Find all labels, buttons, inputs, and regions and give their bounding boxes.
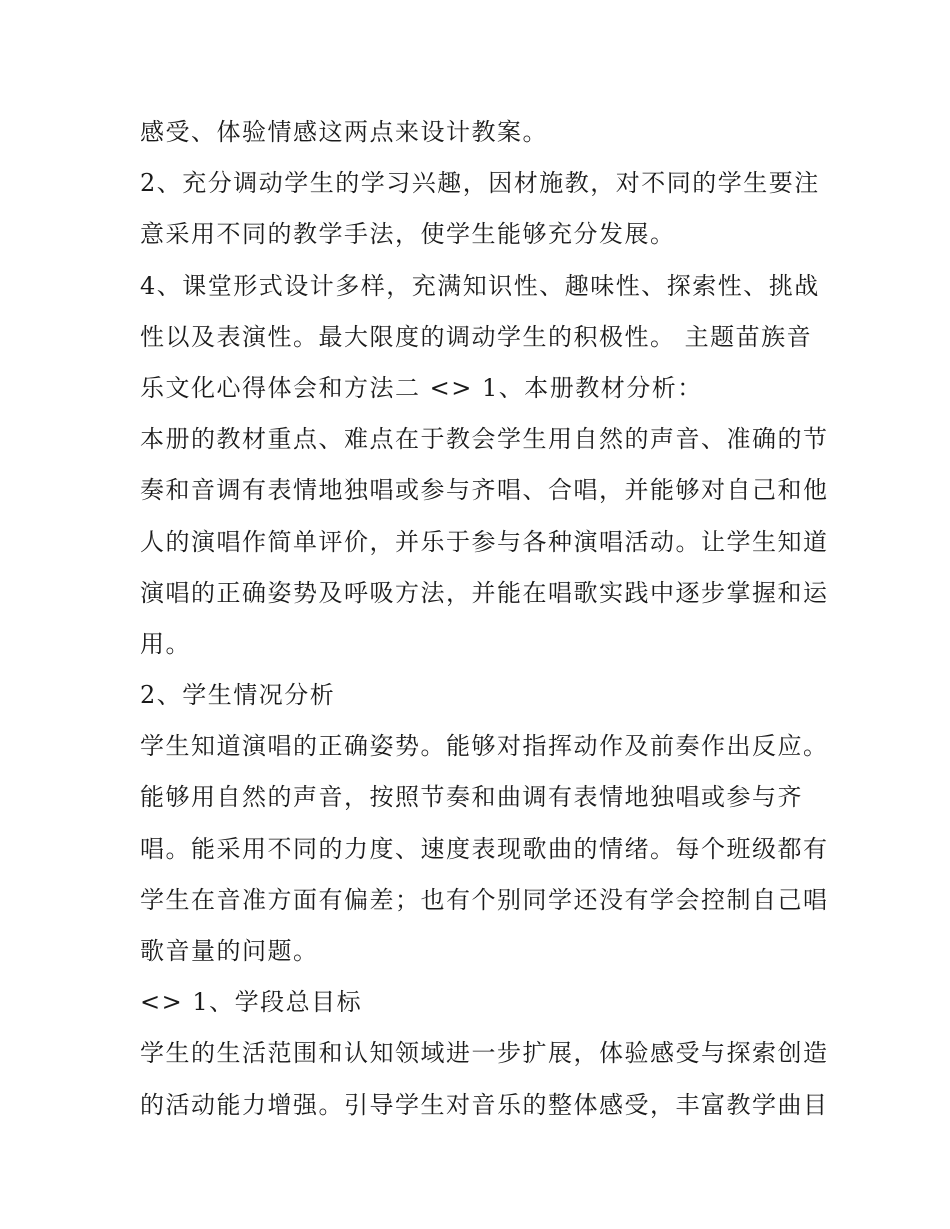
text-line: 感受、体验情感这两点来设计教案。 [140, 118, 548, 146]
text-line: 乐文化心得体会和方法二 <> 1、本册教材分析： [140, 373, 703, 402]
text-line: 意采用不同的教学手法，使学生能够充分发展。 [140, 220, 676, 249]
text-line: 学生的生活范围和认知领域进一步扩展，体验感受与探索创造 [140, 1039, 829, 1068]
text-line: 2、学生情况分析 [140, 681, 336, 710]
text-line: 用。 [140, 629, 191, 658]
text-line: 能够用自然的声音，按照节奏和曲调有表情地独唱或参与齐 [140, 783, 803, 812]
text-line: 人的演唱作简单评价，并乐于参与各种演唱活动。让学生知道 [140, 527, 829, 556]
document-body [140, 107, 830, 1131]
text-line: 本册的教材重点、难点在于教会学生用自然的声音、准确的节 [140, 425, 829, 454]
text-line: 演唱的正确姿势及呼吸方法，并能在唱歌实践中逐步掌握和运 [140, 578, 829, 607]
text-line: 歌音量的问题。 [140, 937, 319, 965]
text-line: 2、充分调动学生的学习兴趣，因材施教，对不同的学生要注 [140, 169, 820, 198]
text-line: 学生知道演唱的正确姿势。能够对指挥动作及前奏作出反应。 [140, 732, 829, 761]
text-line: 奏和音调有表情地独唱或参与齐唱、合唱，并能够对自己和他 [140, 476, 829, 505]
text-line: 4、课堂形式设计多样，充满知识性、趣味性、探索性、挑战 [140, 271, 820, 300]
text-line: 性以及表演性。最大限度的调动学生的积极性。 主题苗族音 [140, 322, 813, 351]
text-line: <> 1、学段总目标 [140, 988, 363, 1017]
text-line: 的活动能力增强。引导学生对音乐的整体感受，丰富教学曲目 [140, 1090, 829, 1119]
text-line: 学生在音准方面有偏差；也有个别同学还没有学会控制自己唱 [140, 885, 829, 914]
text-line: 唱。能采用不同的力度、速度表现歌曲的情绪。每个班级都有 [140, 834, 829, 863]
